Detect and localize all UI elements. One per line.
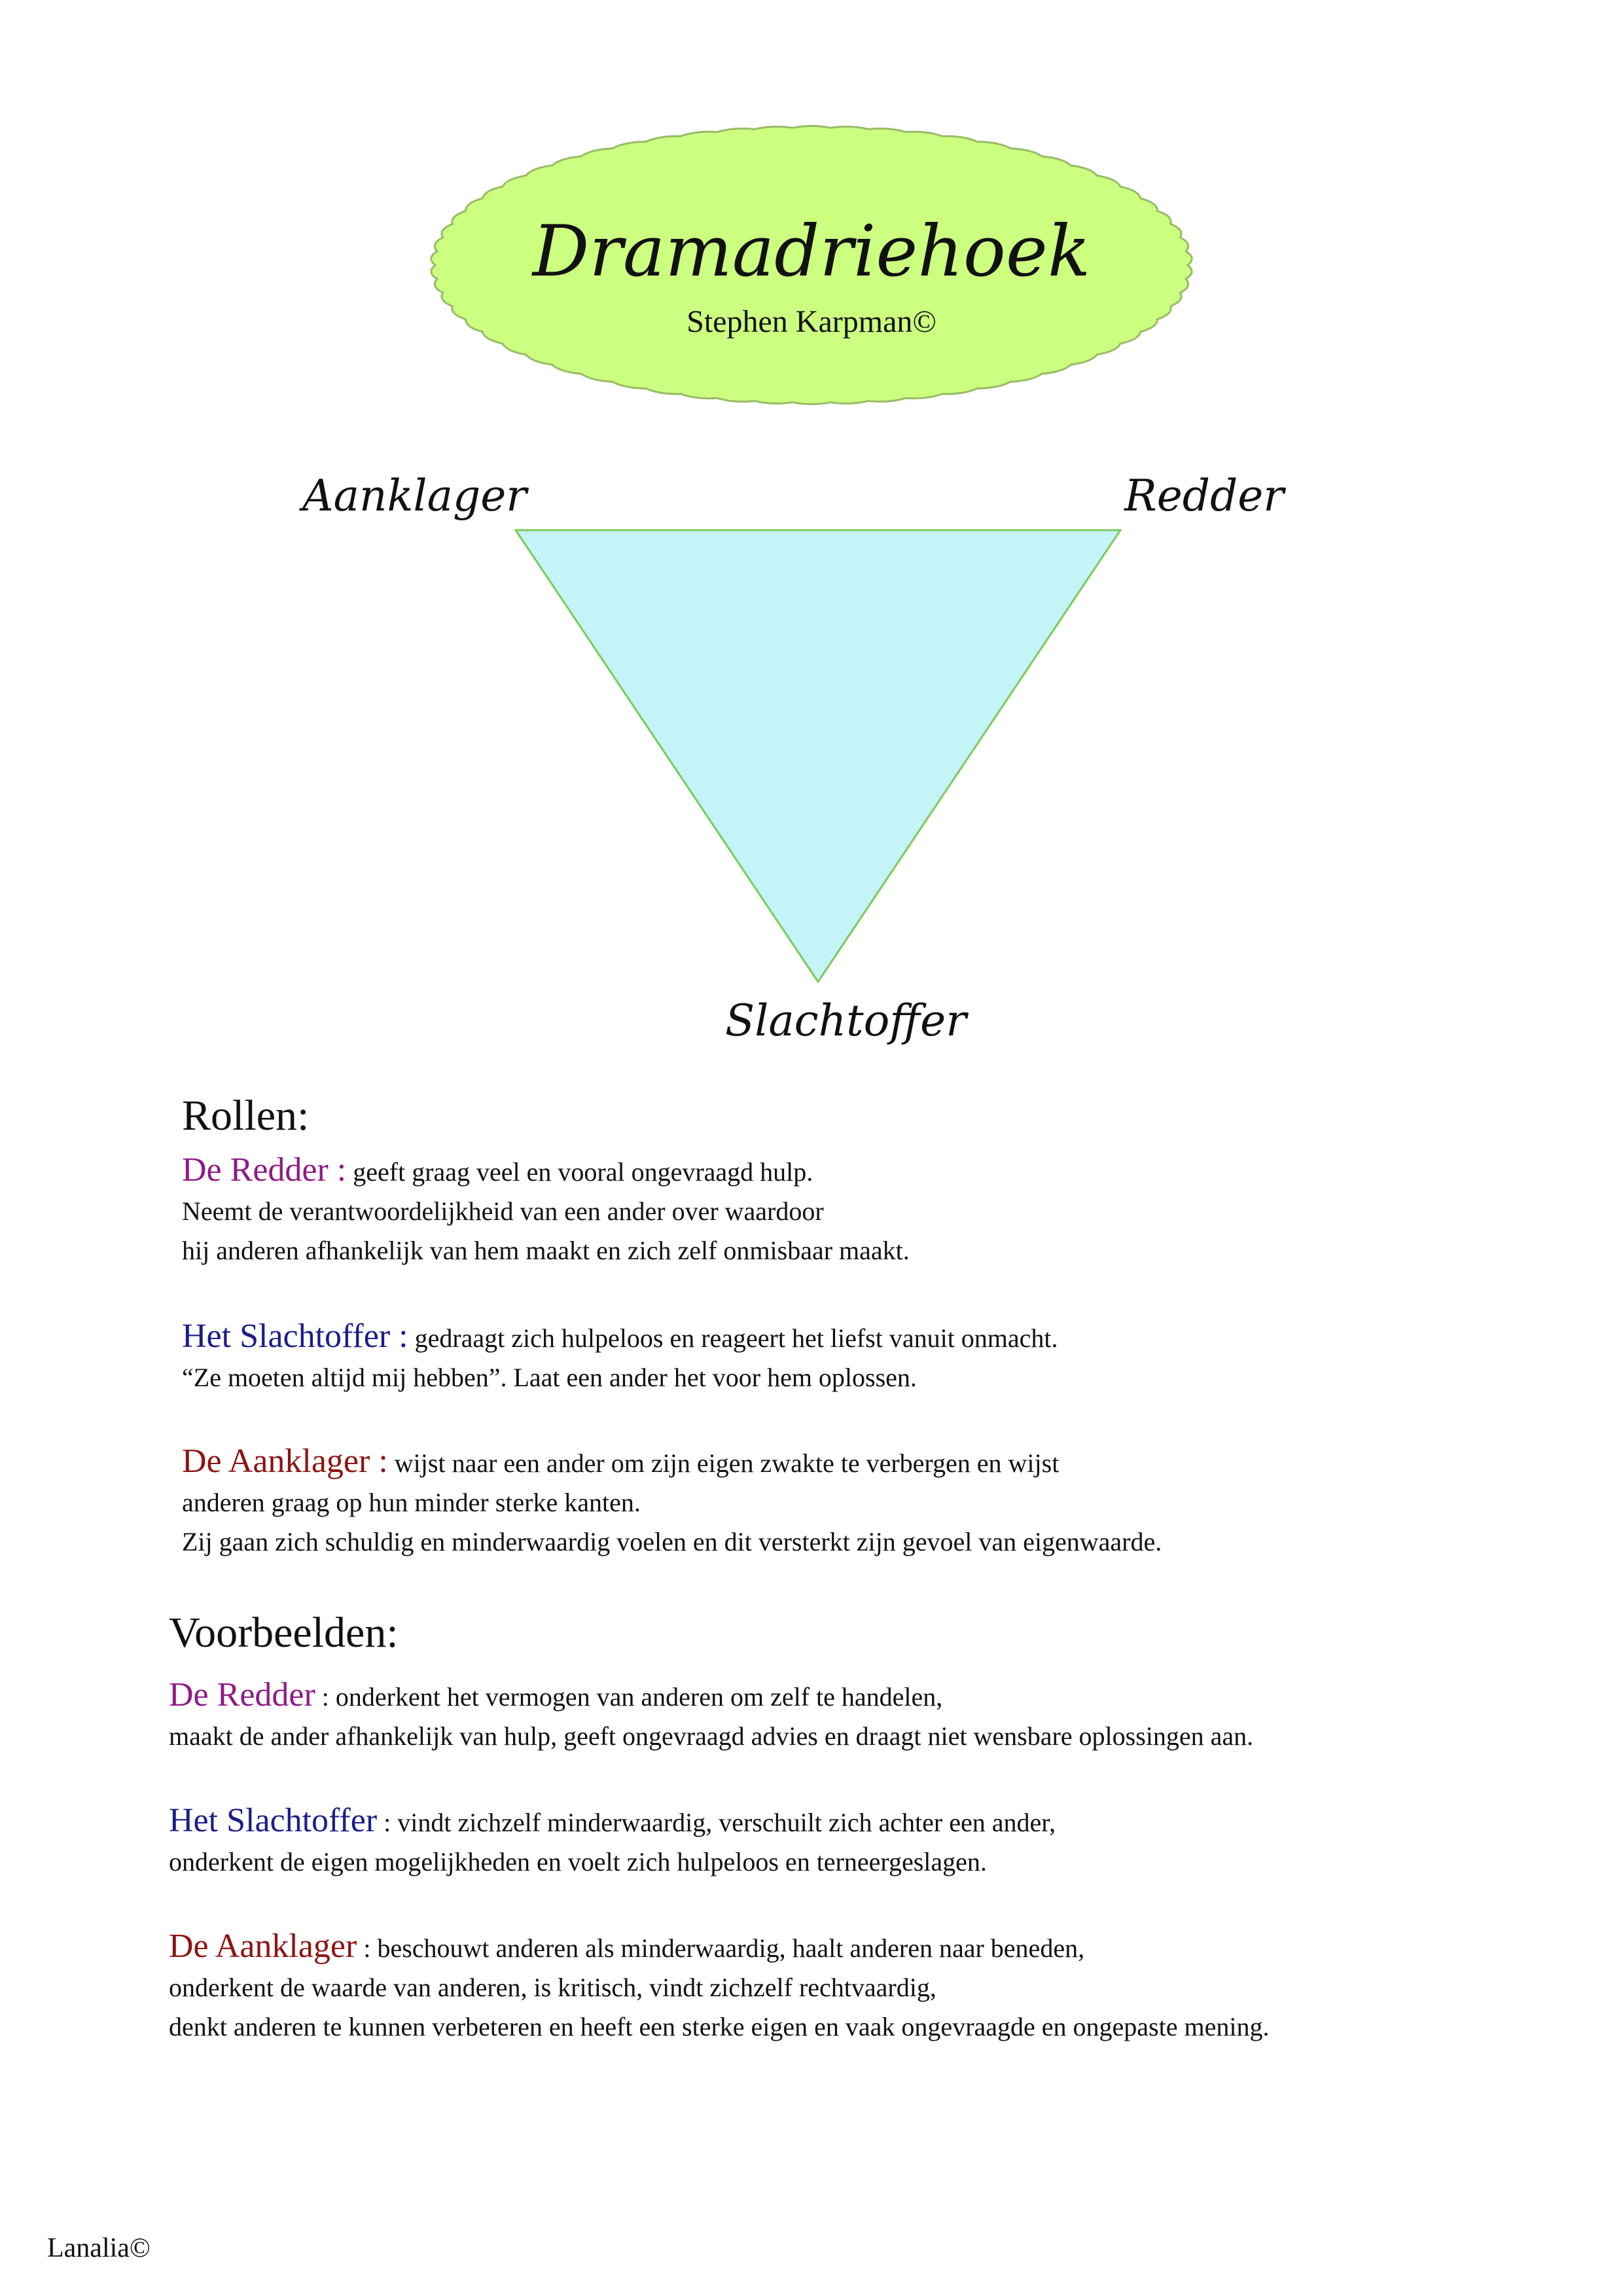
rollen-aanklager <box>182 1442 1162 1562</box>
text-line: onderkent de waarde van anderen, is kritisch, vindt zichzelf rechtvaardig, <box>169 1973 936 2002</box>
rollen-slachtoffer <box>182 1317 1058 1397</box>
section-heading-voorbeelden: Voorbeelden: <box>169 1609 399 1657</box>
role-label-redder: De Redder : <box>182 1151 347 1189</box>
diagram-canvas <box>0 0 1623 1113</box>
text-line: : onderkent het vermogen van anderen om zelf te handelen, <box>321 1682 943 1712</box>
voorbeelden-redder <box>169 1676 1253 1756</box>
page-subtitle: Stephen Karpman© <box>687 304 936 339</box>
text-line: onderkent de eigen mogelijkheden en voelt zich hulpeloos en terneergeslagen. <box>169 1847 987 1876</box>
vertex-label-redder: Redder <box>1124 471 1284 521</box>
vertex-label-aanklager: Aanklager <box>302 471 527 521</box>
voorbeelden-slachtoffer <box>169 1801 1056 1882</box>
text-line: : vindt zichzelf minderwaardig, verschuilt zich achter een ander, <box>383 1808 1056 1837</box>
text-line: anderen graag op hun minder sterke kanten. <box>182 1488 641 1517</box>
text-line: Neemt de verantwoordelijkheid van een ander over waardoor <box>182 1196 824 1226</box>
text-line: Zij gaan zich schuldig en minderwaardig voelen en dit versterkt zijn gevoel van eigenwaarde. <box>182 1527 1162 1556</box>
role-label-aanklager: De Aanklager <box>169 1928 357 1965</box>
text-line: hij anderen afhankelijk van hem maakt en zich zelf onmisbaar maakt. <box>182 1236 910 1265</box>
voorbeelden-aanklager <box>169 1927 1269 2047</box>
role-label-aanklager: De Aanklager : <box>182 1443 388 1480</box>
section-heading-rollen: Rollen: <box>182 1092 310 1139</box>
role-label-slachtoffer: Het Slachtoffer <box>169 1802 378 1839</box>
footer-credit: Lanalia© <box>47 2233 151 2263</box>
text-line: “Ze moeten altijd mij hebben”. Laat een ander het voor hem oplossen. <box>182 1363 917 1392</box>
text-line: maakt de ander afhankelijk van hulp, geeft ongevraagd advies en draagt niet wensbare oplossingen aan. <box>169 1721 1254 1751</box>
text-line: denkt anderen te kunnen verbeteren en heeft een sterke eigen en vaak ongevraagde en ongepaste mening. <box>169 2012 1270 2041</box>
vertex-label-slachtoffer: Slachtoffer <box>725 996 967 1046</box>
page-title: Dramadriehoek <box>532 211 1091 293</box>
drama-triangle <box>516 530 1120 982</box>
text-line: : beschouwt anderen als minderwaardig, haalt anderen naar beneden, <box>363 1933 1085 1963</box>
text-line: geeft graag veel en vooral ongevraagd hulp. <box>353 1157 813 1187</box>
role-label-slachtoffer: Het Slachtoffer : <box>182 1318 408 1355</box>
text-line: wijst naar een ander om zijn eigen zwakte te verbergen en wijst <box>394 1448 1060 1478</box>
text-line: gedraagt zich hulpeloos en reageert het liefst vanuit onmacht. <box>414 1323 1058 1353</box>
role-label-redder: De Redder <box>169 1676 315 1713</box>
rollen-redder <box>182 1151 910 1270</box>
